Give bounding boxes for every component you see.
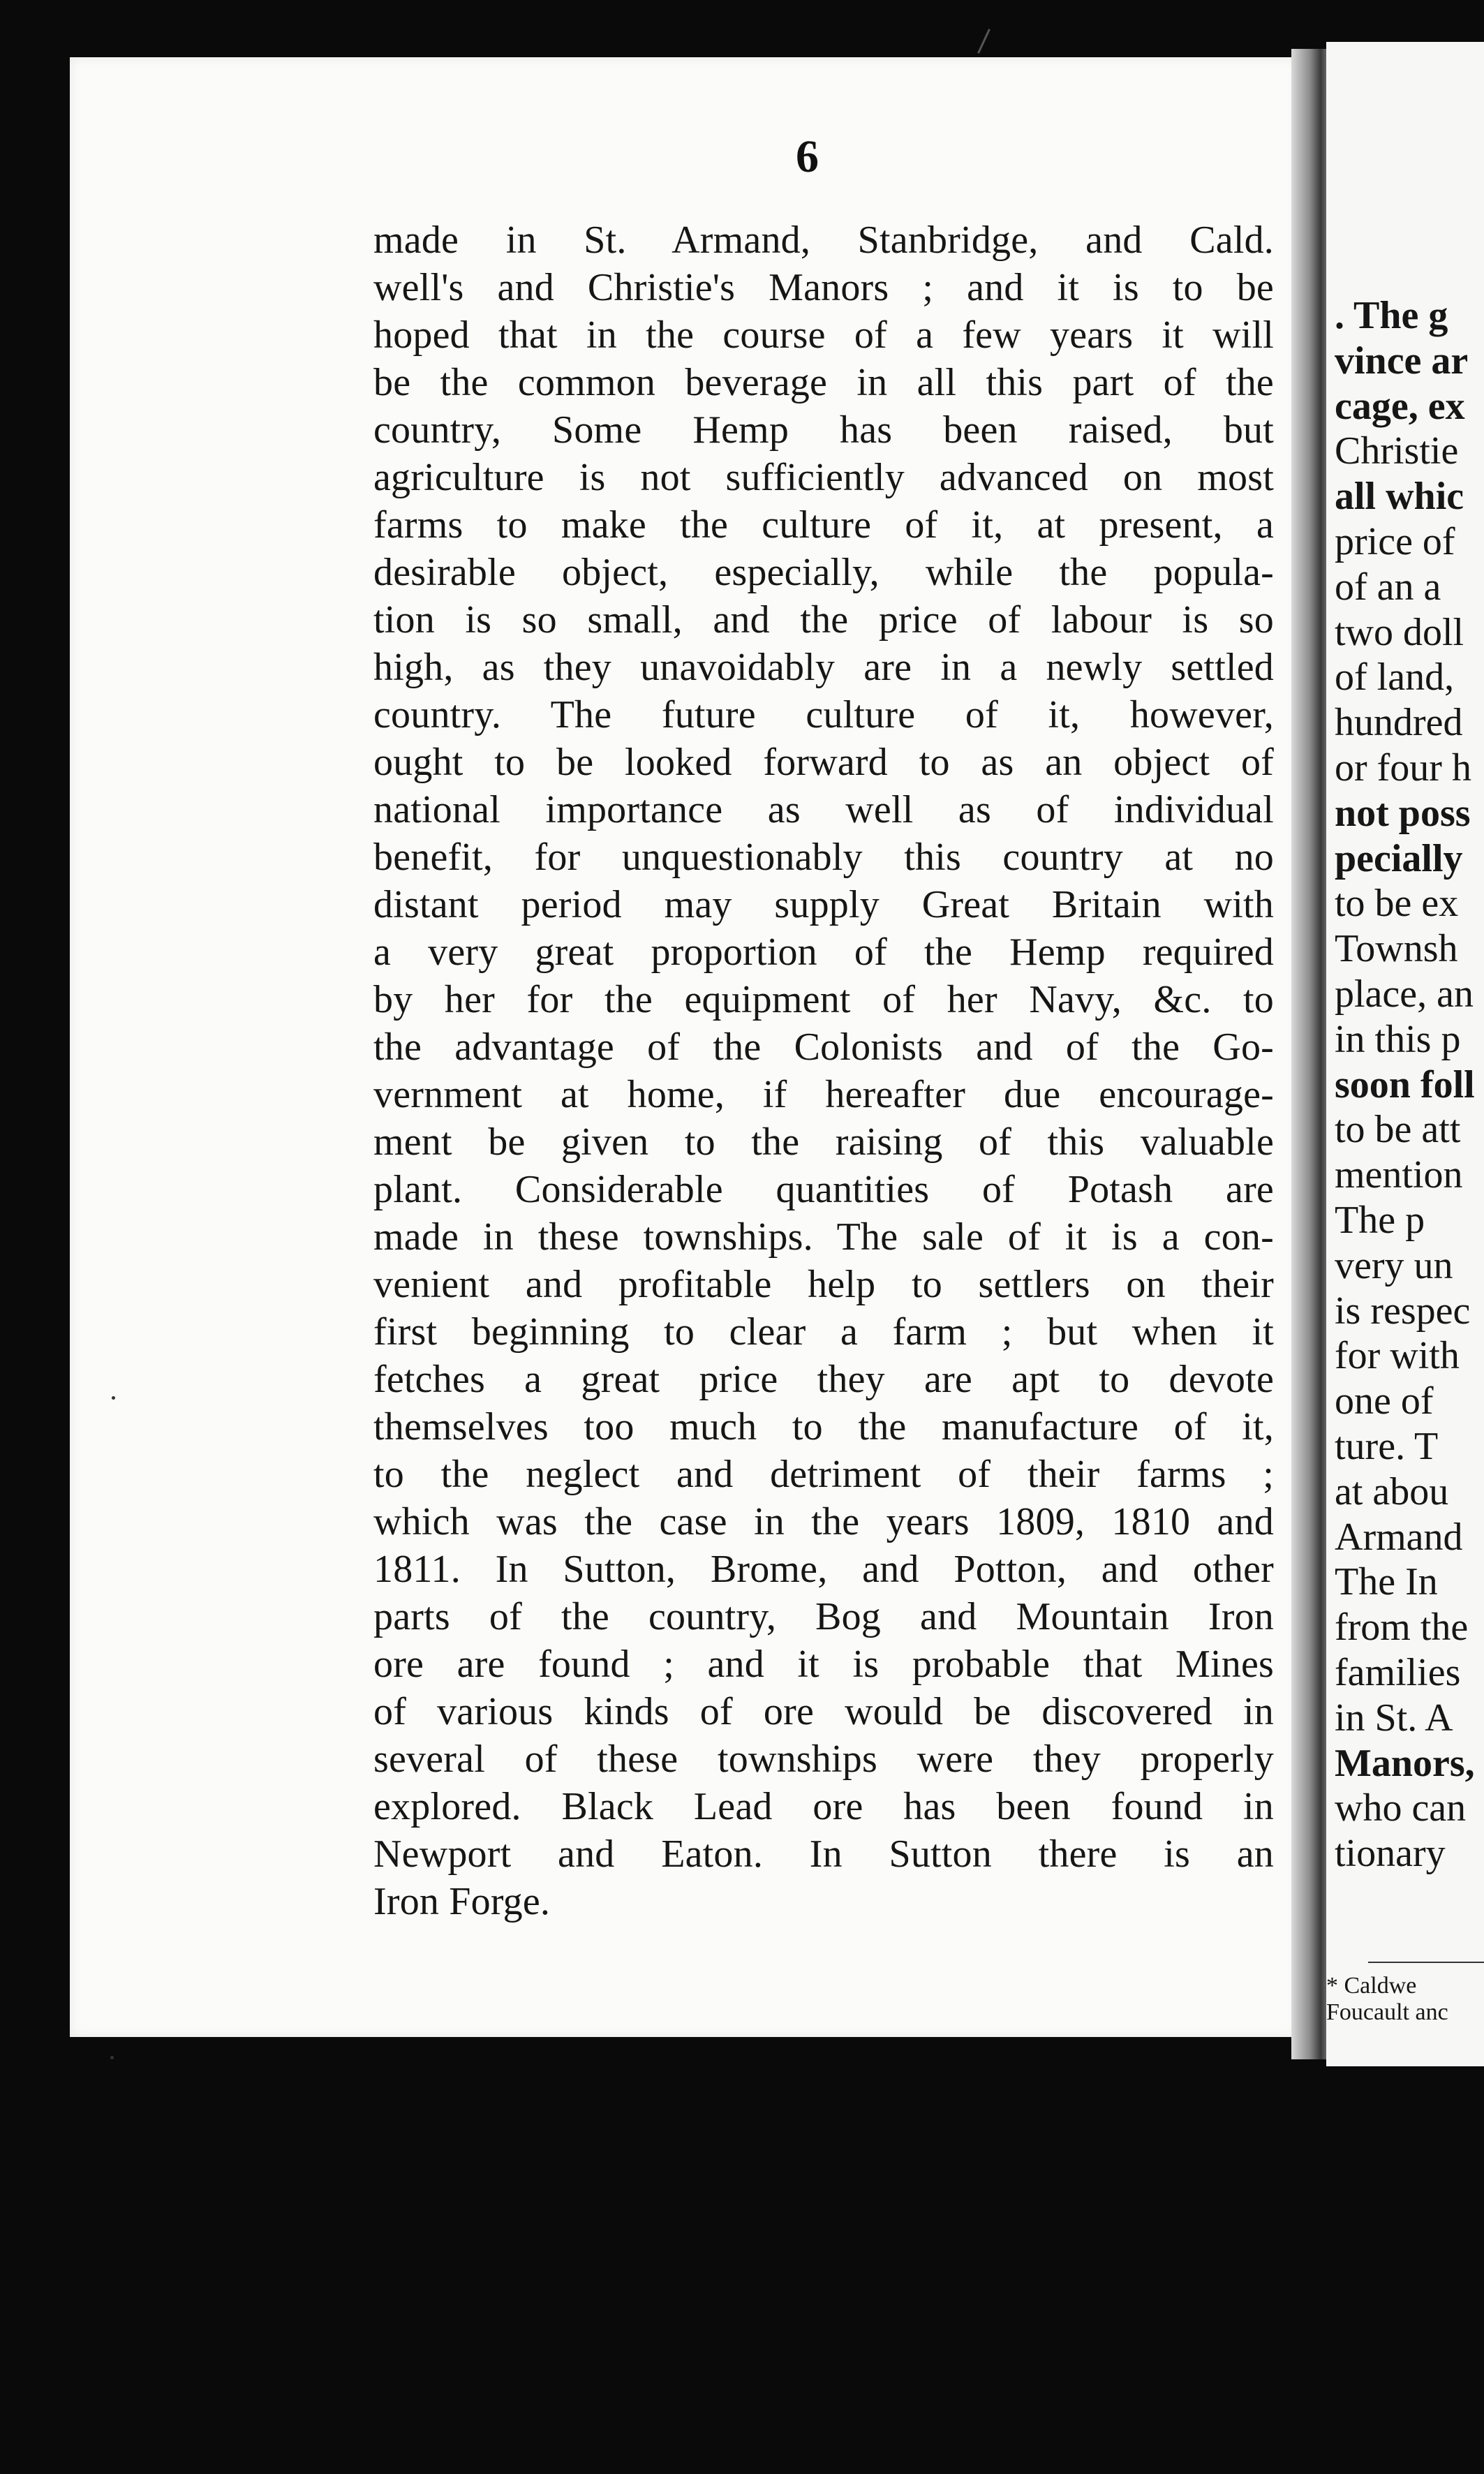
text-line: benefit, for unquestionably this country at no [373,836,1274,879]
text-line: made in these townships. The sale of it is a con- [373,1215,1274,1259]
left-page-body-text [373,216,1274,1925]
text-line: be the common beverage in all this part of the [373,361,1274,404]
text-line: of an a [1335,565,1441,609]
text-line: very un [1335,1243,1453,1287]
text-line: tion is so small, and the price of labour is so [373,598,1274,642]
text-line: place, an [1335,972,1474,1016]
text-line: explored. Black Lead ore has been found in [373,1785,1274,1828]
footnote-rule [1368,1962,1484,1963]
text-line: fetches a great price they are apt to devote [373,1358,1274,1401]
text-line: tionary [1335,1832,1446,1876]
text-line: The p [1335,1198,1425,1242]
text-line: themselves too much to the manufacture of it, [373,1405,1274,1449]
right-page-footnote [1326,1962,1484,2026]
text-line: hundred [1335,701,1463,745]
text-line: to be ex [1335,882,1459,926]
text-line: country, Some Hemp has been raised, but [373,408,1274,452]
text-line: ought to be looked forward to as an object of [373,741,1274,784]
text-line: 1811. In Sutton, Brome, and Potton, and other [373,1548,1274,1591]
text-line: the advantage of the Colonists and of the Go- [373,1025,1274,1069]
text-line: to be att [1335,1108,1461,1152]
text-line: mention [1335,1153,1463,1197]
text-line: in this p [1335,1017,1461,1061]
text-line: ore are found ; and it is probable that Mines [373,1643,1274,1686]
text-line: in St. A [1335,1696,1453,1740]
text-line: national importance as well as of individual [373,788,1274,831]
text-line: agriculture is not sufficiently advanced on most [373,456,1274,499]
page-number: 6 [796,131,819,182]
paper-speck [112,1396,115,1400]
text-line: families [1335,1650,1461,1694]
text-line: pecially [1335,836,1463,880]
text-line: ment be given to the raising of this valuable [373,1120,1274,1164]
text-line: made in St. Armand, Stanbridge, and Cald. [373,218,1274,262]
text-line: a very great proportion of the Hemp required [373,931,1274,974]
text-line: at abou [1335,1469,1449,1513]
text-line: to the neglect and detriment of their farms ; [373,1453,1274,1496]
footnote-line: Foucault anc [1326,1999,1448,2025]
text-line: from the [1335,1606,1469,1650]
text-line: by her for the equipment of her Navy, &c. to [373,978,1274,1021]
text-line: cage, ex [1335,384,1465,428]
text-line: high, as they unavoidably are in a newly settled [373,646,1274,689]
text-line: soon foll [1335,1062,1475,1106]
text-line: all whic [1335,475,1464,519]
text-line: one of [1335,1379,1434,1423]
text-line: Christie [1335,429,1459,473]
text-line: who can [1335,1786,1467,1830]
text-line: parts of the country, Bog and Mountain Iron [373,1595,1274,1638]
text-line: or four h [1335,746,1471,790]
footnote-line: * Caldwe [1326,1973,1417,1999]
text-line: distant period may supply Great Britain with [373,883,1274,926]
text-line: vince ar [1335,339,1469,383]
text-line: is respec [1335,1289,1471,1333]
text-line: . The g [1335,294,1448,337]
text-line: Armand [1335,1515,1463,1559]
right-page-body-text [1335,293,1484,1876]
paper-speck [110,2056,114,2059]
text-line: hoped that in the course of a few years it will [373,313,1274,357]
text-line: Townsh [1335,927,1458,971]
text-line: Newport and Eaton. In Sutton there is an [373,1832,1274,1876]
text-line: The In [1335,1560,1438,1604]
text-line: venient and profitable help to settlers on their [373,1263,1274,1306]
text-line: desirable object, especially, while the popula- [373,551,1274,594]
text-line: first beginning to clear a farm ; but when it [373,1310,1274,1354]
text-line: well's and Christie's Manors ; and it is to be [373,266,1274,309]
text-line: Iron Forge. [373,1880,551,1923]
text-line: vernment at home, if hereafter due encourage- [373,1073,1274,1116]
text-line: not poss [1335,791,1471,835]
text-line: Manors, [1335,1741,1475,1785]
text-line: of various kinds of ore would be discovered in [373,1690,1274,1733]
text-line: plant. Considerable quantities of Potash are [373,1168,1274,1211]
text-line: of land, [1335,655,1455,699]
text-line: several of these townships were they properly [373,1738,1274,1781]
text-line: for with [1335,1334,1460,1378]
text-line: price of [1335,519,1455,563]
text-line: country. The future culture of it, however, [373,693,1274,736]
text-line: ture. T [1335,1424,1439,1468]
text-line: two doll [1335,610,1464,654]
text-line: farms to make the culture of it, at present, a [373,503,1274,547]
text-line: which was the case in the years 1809, 1810 and [373,1500,1274,1543]
